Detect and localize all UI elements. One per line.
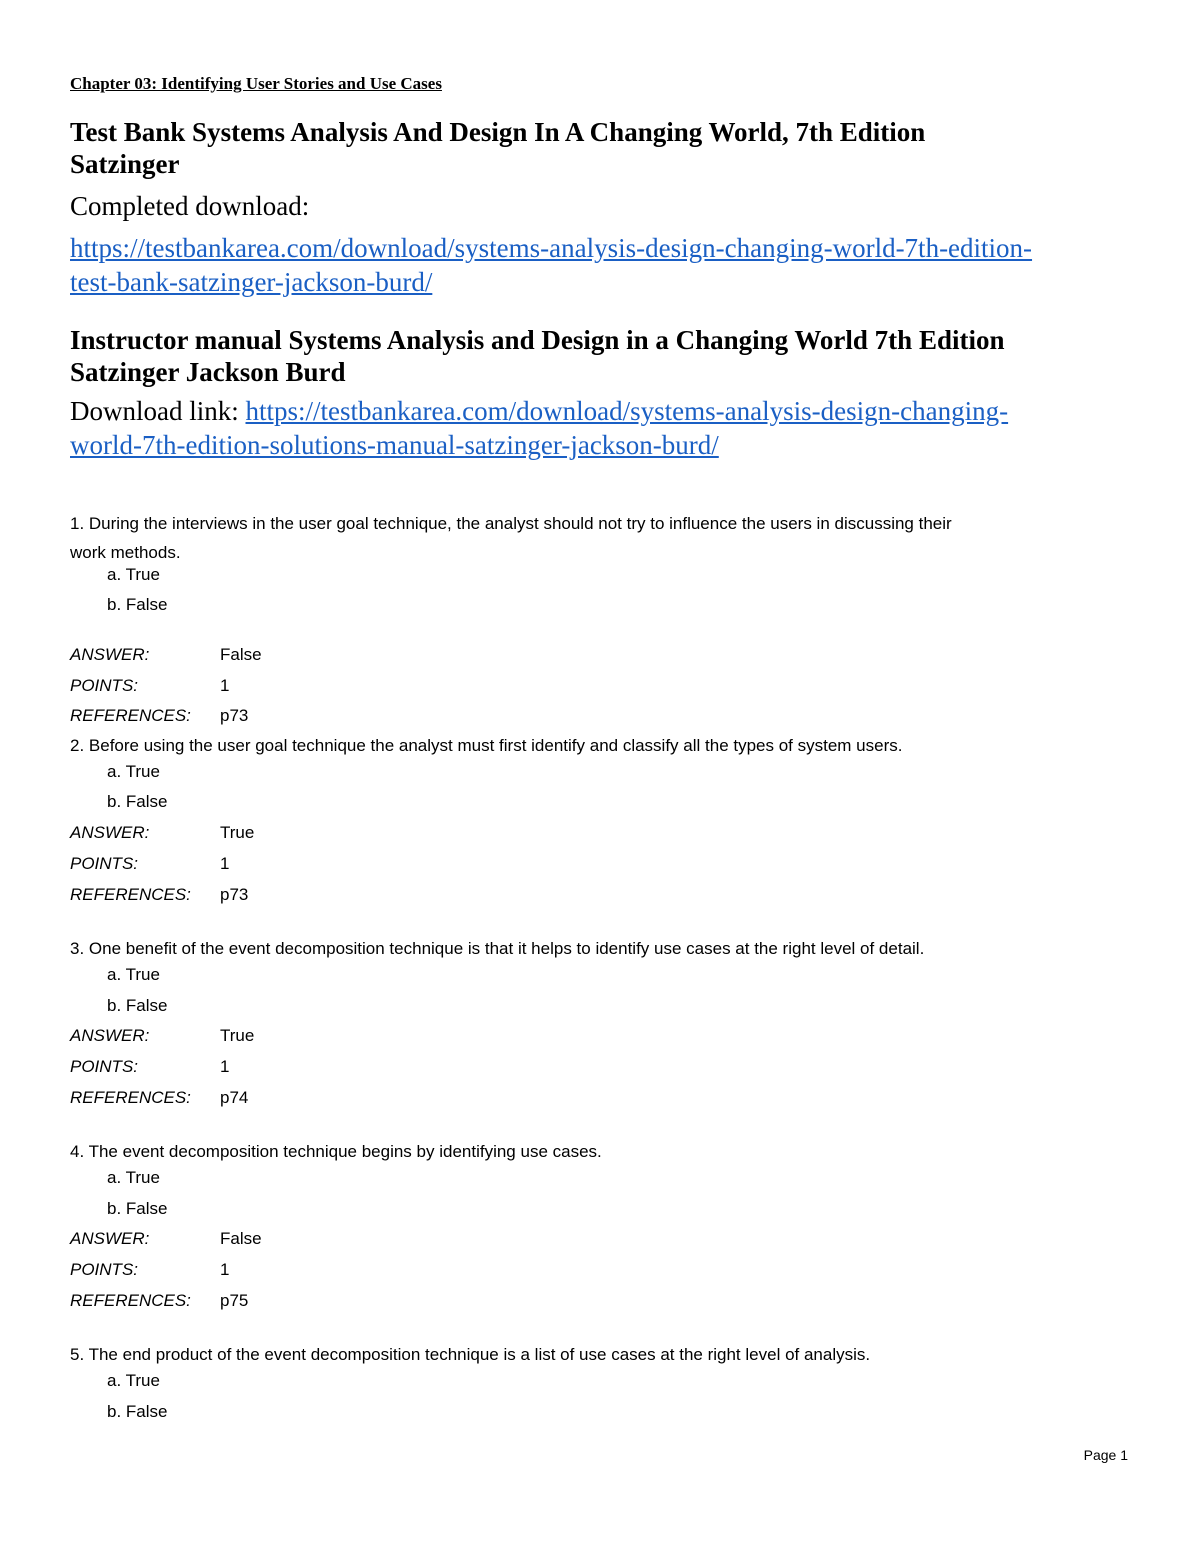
instructor-manual-title xyxy=(70,324,1150,388)
test-bank-title xyxy=(70,116,1150,180)
question-2-option-a: a. True xyxy=(107,762,160,781)
question-1-text-line-1: 1. During the interviews in the user goal technique, the analyst should not try to influence the users in discussing their xyxy=(70,514,952,533)
question-5-text-line-1: 5. The end product of the event decomposition technique is a list of use cases at the right level of analysis. xyxy=(70,1345,871,1364)
test-bank-title-line-1: Test Bank Systems Analysis And Design In A Changing World, 7th Edition xyxy=(70,117,926,147)
test-bank-link-line-1[interactable]: https://testbankarea.com/download/systems-analysis-design-changing-world-7th-edition- xyxy=(70,233,1033,263)
chapter-title: Chapter 03: Identifying User Stories and Use Cases xyxy=(70,74,442,93)
question-3-references-label: REFERENCES: xyxy=(70,1088,191,1107)
solutions-manual-link-line-1[interactable]: https://testbankarea.com/download/systems-analysis-design-changing- xyxy=(245,396,1009,426)
question-1-references-label: REFERENCES: xyxy=(70,706,191,725)
instructor-manual-title-line-2: Satzinger Jackson Burd xyxy=(70,357,346,387)
question-5-option-b: b. False xyxy=(107,1402,168,1421)
instructor-manual-title-line-1: Instructor manual Systems Analysis and Design in a Changing World 7th Edition xyxy=(70,325,1005,355)
question-4-references-label: REFERENCES: xyxy=(70,1291,191,1310)
test-bank-link-line-2[interactable]: test-bank-satzinger-jackson-burd/ xyxy=(70,267,433,297)
question-4-option-a: a. True xyxy=(107,1168,160,1187)
question-3-option-b: b. False xyxy=(107,996,168,1015)
question-1-references: p73 xyxy=(220,706,249,725)
page-number: Page 1 xyxy=(1083,1447,1128,1463)
question-3-points-label: POINTS: xyxy=(70,1057,139,1076)
question-4-answer-label: ANSWER: xyxy=(70,1229,150,1248)
question-4-points: 1 xyxy=(220,1260,230,1279)
question-3-answer-label: ANSWER: xyxy=(70,1026,150,1045)
question-2-references-label: REFERENCES: xyxy=(70,885,191,904)
question-2-answer-label: ANSWER: xyxy=(70,823,150,842)
question-4-references: p75 xyxy=(220,1291,249,1310)
test-bank-link[interactable] xyxy=(70,231,1150,299)
question-3 xyxy=(70,934,1130,963)
question-4 xyxy=(70,1137,1130,1166)
question-2-references: p73 xyxy=(220,885,249,904)
question-4-answer: False xyxy=(220,1229,262,1248)
question-3-points: 1 xyxy=(220,1057,230,1076)
question-1-points-label: POINTS: xyxy=(70,676,139,695)
question-1 xyxy=(70,509,1130,567)
question-2 xyxy=(70,731,1130,760)
question-4-text-line-1: 4. The event decomposition technique begins by identifying use cases. xyxy=(70,1142,602,1161)
question-2-points: 1 xyxy=(220,854,230,873)
question-2-points-label: POINTS: xyxy=(70,854,139,873)
question-3-text-line-1: 3. One benefit of the event decomposition technique is that it helps to identify use cases at the right level of detail. xyxy=(70,939,925,958)
question-4-points-label: POINTS: xyxy=(70,1260,139,1279)
download-link-block xyxy=(70,394,1150,462)
question-5-option-a: a. True xyxy=(107,1371,160,1390)
question-3-references: p74 xyxy=(220,1088,249,1107)
question-2-option-b: b. False xyxy=(107,792,168,811)
question-2-text-line-1: 2. Before using the user goal technique the analyst must first identify and classify all the types of system users. xyxy=(70,736,903,755)
question-1-answer: False xyxy=(220,645,262,664)
question-1-answer-label: ANSWER: xyxy=(70,645,150,664)
test-bank-title-line-2: Satzinger xyxy=(70,149,180,179)
question-3-option-a: a. True xyxy=(107,965,160,984)
question-1-option-b: b. False xyxy=(107,595,168,614)
completed-download-label: Completed download: xyxy=(70,191,310,221)
question-5 xyxy=(70,1340,1130,1369)
question-3-answer: True xyxy=(220,1026,255,1045)
question-1-points: 1 xyxy=(220,676,230,695)
download-link-label: Download link: xyxy=(70,396,246,426)
question-1-option-a: a. True xyxy=(107,565,160,584)
solutions-manual-link-line-2[interactable]: world-7th-edition-solutions-manual-satzinger-jackson-burd/ xyxy=(70,430,719,460)
question-4-option-b: b. False xyxy=(107,1199,168,1218)
question-2-answer: True xyxy=(220,823,255,842)
question-1-text-line-2: work methods. xyxy=(70,543,181,562)
